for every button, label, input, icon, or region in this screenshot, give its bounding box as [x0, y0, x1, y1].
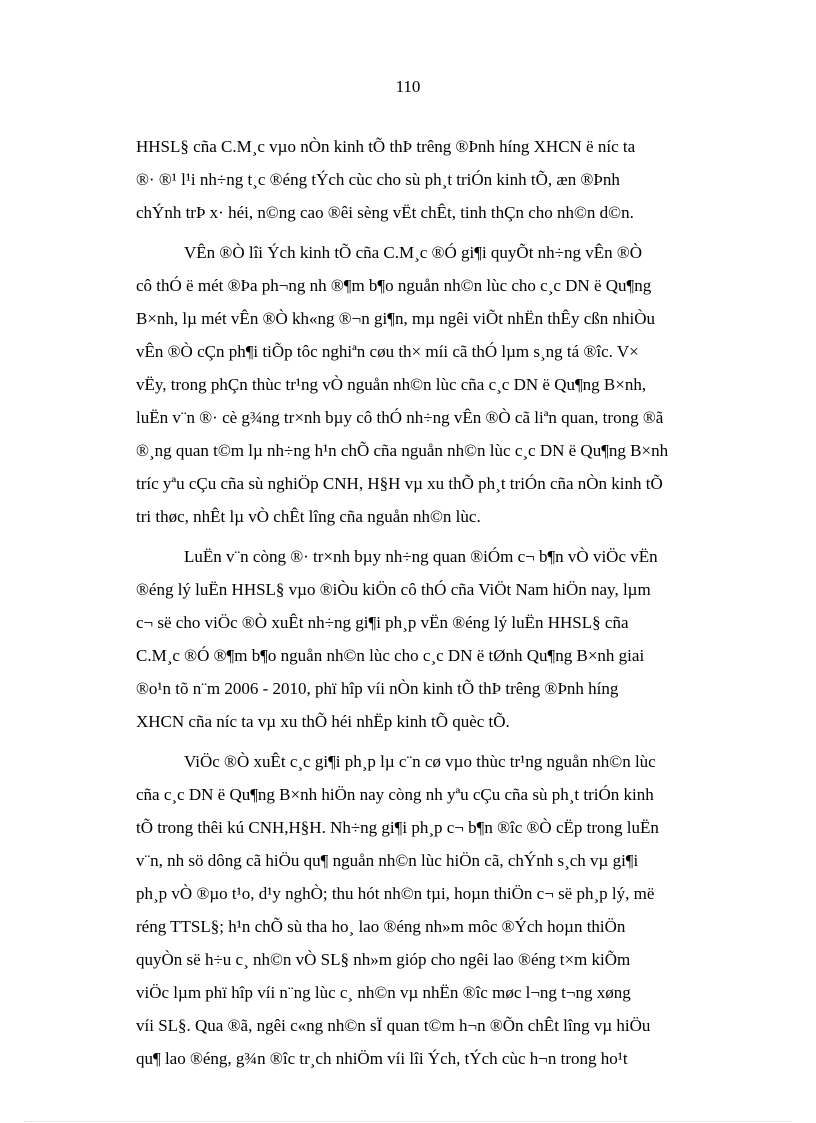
body-text [136, 130, 740, 1082]
paragraph: VÊn ®Ò lîi Ých kinh tÕ cña C.M¸c ®Ó gi¶i quyÕt nh÷ng vÊn ®Ò cô thÓ ë mét ®Þa ph¬ng nh ®¶m b¶o nguån nh©n lùc cho c¸c DN ë Qu¶ng B×nh, lµ mét vÊn ®Ò kh«ng ®¬n gi¶n, mµ ngêi viÕt nhËn thÊy cßn nhiÒu vÊn ®Ò cÇn ph¶i tiÕp tôc nghiªn cøu th× míi cã thÓ lµm s¸ng tá ®îc. V× vËy, trong phÇn thùc tr¹ng vÒ nguån nh©n lùc cña c¸c DN ë Qu¶ng B×nh, luËn v¨n ®· cè g¾ng tr×nh bµy cô thÓ nh÷ng vÊn ®Ò cã liªn quan, trong ®ã ®¸ng quan t©m lµ nh÷ng h¹n chÕ cña nguån nh©n lùc c¸c DN ë Qu¶ng B×nh tríc yªu cÇu cña sù nghiÖp CNH, H§H vµ xu thÕ ph¸t triÓn cña nÒn kinh tÕ tri thøc, nhÊt lµ vÒ chÊt lîng cña nguån nh©n lùc. [136, 243, 669, 526]
paragraph: LuËn v¨n còng ®· tr×nh bµy nh÷ng quan ®iÓm c¬ b¶n vÒ viÖc vËn ®éng lý luËn HHSL§ vµo ®iÒu kiÖn cô thÓ cña ViÖt Nam hiÖn nay, lµm c¬ së cho viÖc ®Ò xuÊt nh÷ng gi¶i ph¸p vËn ®éng lý luËn HHSL§ cña C.M¸c ®Ó ®¶m b¶o nguån nh©n lùc cho c¸c DN ë tØnh Qu¶ng B×nh giai ®o¹n tõ n¨m 2006 - 2010, phï hîp víi nÒn kinh tÕ thÞ trêng ®Þnh híng XHCN cña níc ta vµ xu thÕ héi nhËp kinh tÕ quèc tÕ. [136, 547, 658, 731]
paragraph-continuation: HHSL§ cña C.M¸c vµo nÒn kinh tÕ thÞ trêng ®Þnh híng XHCN ë níc ta ®· ®¹ l¹i nh÷ng t¸c ®éng tÝch cùc cho sù ph¸t triÓn kinh tÕ, æn ®Þnh chÝnh trÞ x· héi, n©ng cao ®êi sèng vËt chÊt, tinh thÇn cho nh©n d©n. [136, 137, 636, 222]
page-number: 110 [395, 77, 421, 96]
paragraph: ViÖc ®Ò xuÊt c¸c gi¶i ph¸p lµ c¨n cø vµo thùc tr¹ng nguån nh©n lùc cña c¸c DN ë Qu¶ng B×nh hiÖn nay còng nh yªu cÇu cña sù ph¸t triÓn kinh tÕ trong thêi kú CNH,H§H. Nh÷ng gi¶i ph¸p c¬ b¶n ®îc ®Ò cËp trong luËn v¨n, nh sö dông cã hiÖu qu¶ nguån nh©n lùc hiÖn cã, chÝnh s¸ch vµ gi¶i ph¸p vÒ ®µo t¹o, d¹y nghÒ; thu hót nh©n tµi, hoµn thiÖn c¬ së ph¸p lý, më réng TTSL§; h¹n chÕ sù tha ho¸ lao ®éng nh»m môc ®Ých hoµn thiÖn quyÒn së h÷u c¸ nh©n vÒ SL§ nh»m gióp cho ngêi lao ®éng t×m kiÕm viÖc lµm phï hîp víi n¨ng lùc c¸ nh©n vµ nhËn ®îc møc l¬ng t¬ng xøng víi SL§. Qua ®ã, ngêi c«ng nh©n sÏ quan t©m h¬n ®Õn chÊt lîng vµ hiÖu qu¶ lao ®éng, g¾n ®îc tr¸ch nhiÖm víi lîi Ých, tÝch cùc h¬n trong ho¹t [136, 752, 659, 1068]
page-bottom-divider [24, 1121, 792, 1122]
